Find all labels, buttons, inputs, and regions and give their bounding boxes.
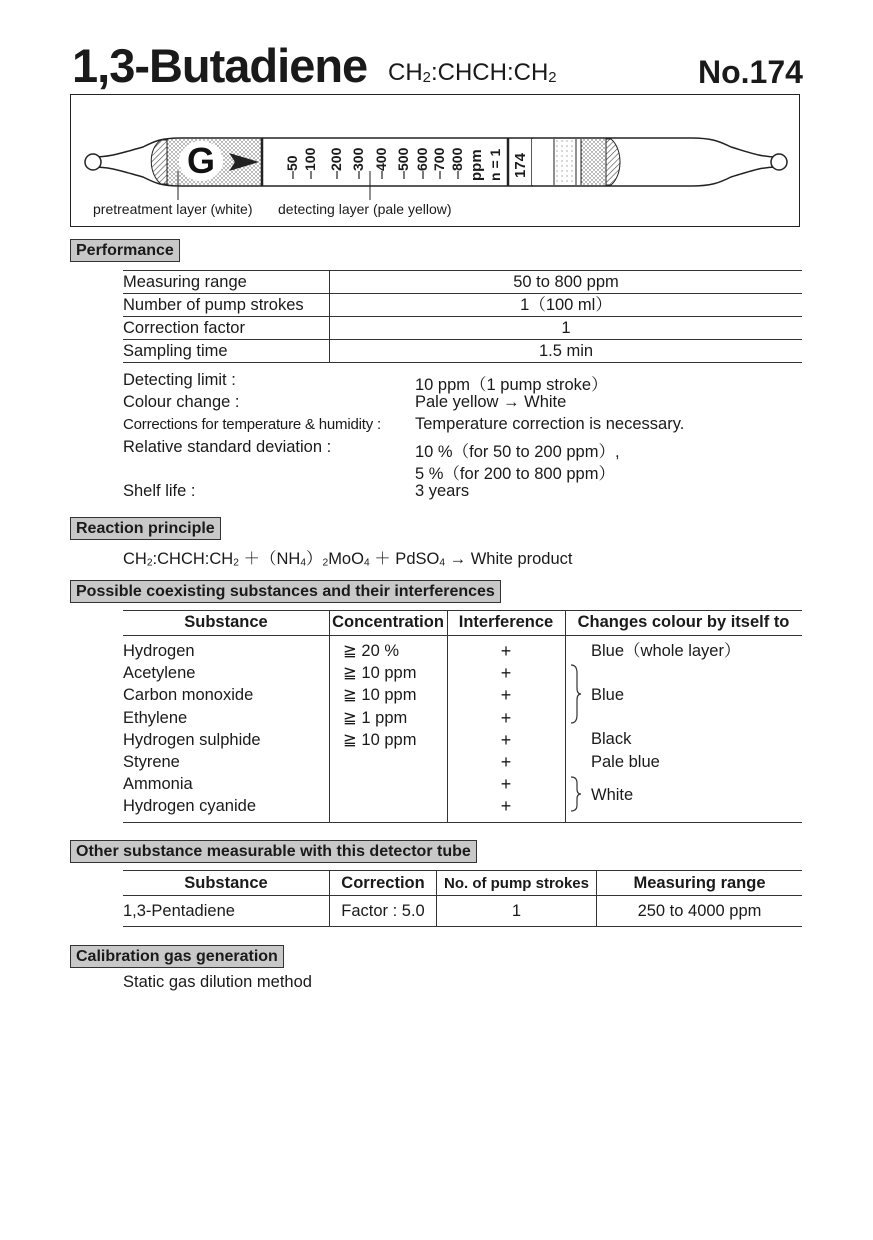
substance-name: Styrene [123, 753, 180, 771]
column-header: Concentration [332, 613, 444, 631]
other-substance-table [123, 870, 802, 927]
scale-label: 300 [350, 147, 366, 171]
substance-name: Hydrogen [123, 642, 195, 660]
calibration-heading: Calibration gas generation [70, 945, 284, 968]
table-row: Measuring range 50 to 800 ppm [123, 271, 802, 294]
substance-name: Carbon monoxide [123, 686, 254, 705]
brace-blue [571, 665, 581, 723]
scale-label: 700 [431, 147, 447, 171]
column-header: Changes colour by itself to [577, 613, 790, 631]
tube-code: 174 [512, 152, 529, 178]
rsd-value-1: 10 %（for 50 to 200 ppm）, [415, 443, 620, 461]
interference-mark: + [500, 707, 512, 728]
interference-mark: + [500, 752, 512, 772]
detecting-limit-value: 10 ppm（1 pump stroke） [415, 376, 608, 394]
substance-name: Ethylene [123, 708, 188, 727]
corrections-value: Temperature correction is necessary. [415, 415, 685, 433]
brace-white [571, 777, 581, 811]
substance-name: Hydrogen cyanide [123, 797, 256, 816]
table-header-row: Substance Correction No. of pump strokes Measuring range [123, 871, 802, 896]
substance-name: Acetylene [123, 664, 196, 683]
interference-mark: + [500, 641, 512, 661]
tube-strokes: n = 1 [487, 148, 503, 181]
interference-mark: + [500, 774, 512, 795]
g-logo: G [179, 141, 223, 181]
concentration-value: ≧ 10 ppm [343, 730, 417, 749]
pretreatment-label: pretreatment layer (white) [93, 201, 253, 217]
table-row: Number of pump strokes 1（100 ml） [123, 294, 802, 317]
interference-mark: + [500, 729, 512, 750]
substance-name: Hydrogen sulphide [123, 730, 261, 749]
reaction-equation: $CH_2:CHCH:CH_2 +(NH_4)_2MoO_4$ ＋ PdSO$_4$ → White product [123, 550, 573, 569]
tube-number: No.174 [698, 54, 803, 90]
reaction-heading: Reaction principle [70, 517, 221, 540]
scale-label: 500 [395, 147, 411, 171]
interferences-heading: Possible coexisting substances and their interferences [70, 580, 501, 603]
column-header: Interference [458, 613, 554, 631]
scale-label: 800 [449, 147, 465, 171]
column-header: Substance [184, 613, 268, 631]
colour-black: Black [591, 730, 632, 748]
other-substance-heading: Other substance measurable with this detector tube [70, 840, 477, 863]
performance-heading: Performance [70, 239, 180, 262]
tube-unit: ppm [468, 149, 485, 181]
table-row: Sampling time 1.5 min [123, 340, 802, 363]
scale-label: 100 [302, 147, 318, 171]
colour-blue: Blue [591, 686, 625, 704]
corrections-label: Corrections for temperature & humidity : [123, 416, 381, 433]
detecting-limit-label: Detecting limit : [123, 371, 236, 389]
interference-mark: + [500, 796, 512, 817]
calibration-method: Static gas dilution method [123, 973, 312, 991]
tube-tip-right [771, 154, 787, 170]
scale-label: 200 [328, 147, 344, 171]
colour-pale-blue: Pale blue [591, 753, 660, 771]
rsd-value-2: 5 %（for 200 to 800 ppm） [415, 465, 615, 483]
shelf-life-label: Shelf life : [123, 482, 196, 500]
performance-table [123, 270, 802, 363]
concentration-value: ≧ 10 ppm [343, 686, 417, 705]
interference-mark: + [500, 663, 512, 684]
interference-mark: + [500, 685, 512, 706]
page-title: 1,3-Butadiene [72, 39, 368, 92]
tube-diagram [70, 94, 800, 227]
colour-white: White [591, 786, 634, 804]
shelf-life-value: 3 years [415, 482, 470, 500]
concentration-value: ≧ 20 % [343, 642, 400, 660]
concentration-value: ≧ 1 ppm [343, 708, 408, 727]
table-row: 1,3-Pentadiene Factor : 5.0 1 250 to 4000 ppm [123, 896, 802, 927]
chemical-formula: $CH_2:CHCH:CH_2$ [388, 59, 557, 87]
scale-label: 600 [414, 147, 430, 171]
scale-label: 50 [284, 155, 300, 171]
scale-label: 400 [373, 147, 389, 171]
rsd-label: Relative standard deviation : [123, 438, 332, 456]
substance-name: Ammonia [123, 775, 193, 794]
detecting-label: detecting layer (pale yellow) [278, 201, 452, 217]
table-row: Correction factor 1 [123, 317, 802, 340]
tube-tip-left [85, 154, 101, 170]
concentration-value: ≧ 10 ppm [343, 664, 417, 683]
colour-change-value: Pale yellow → White [415, 393, 567, 411]
colour-change-label: Colour change : [123, 393, 240, 411]
interferences-table [123, 610, 802, 823]
colour-blue-whole-layer: Blue（whole layer） [591, 642, 741, 660]
